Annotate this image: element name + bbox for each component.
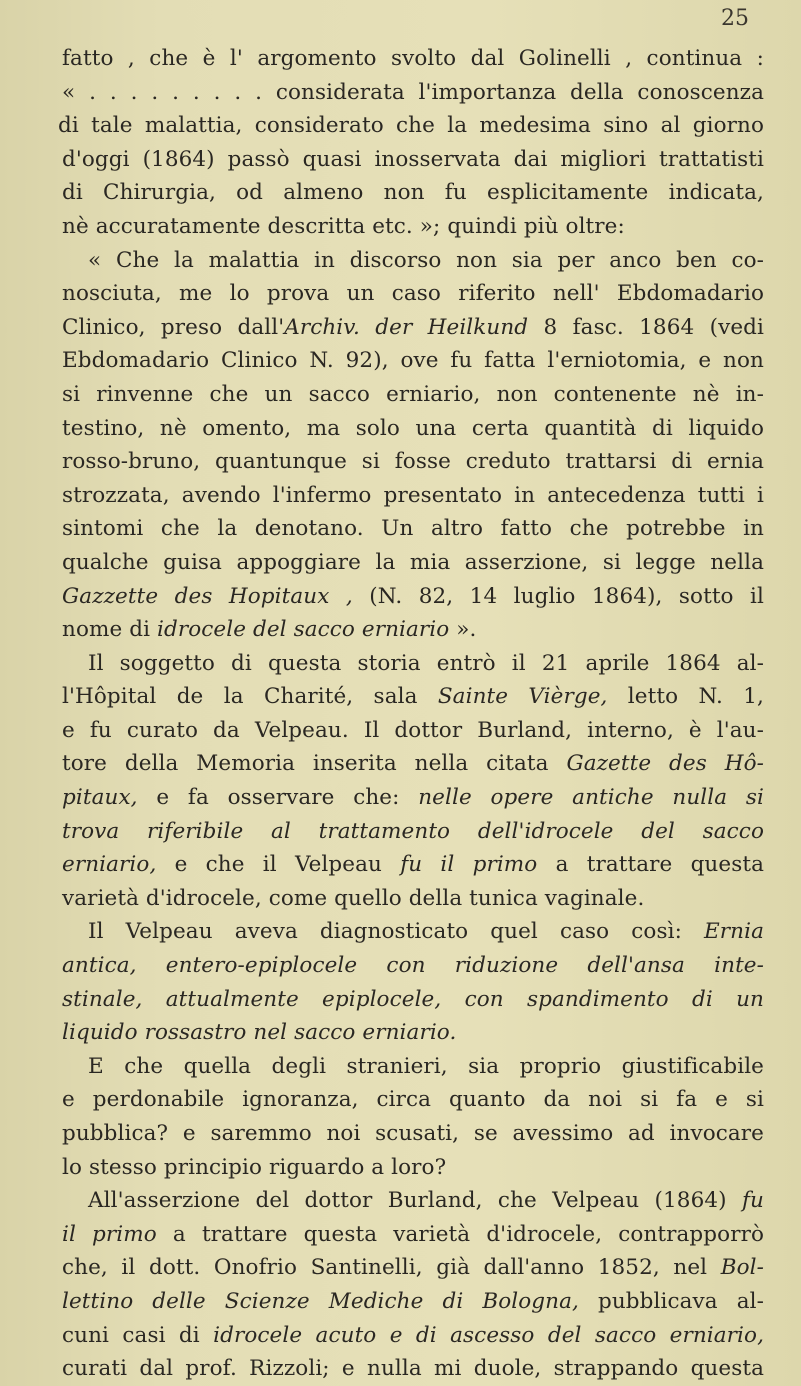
text-line (62, 277, 764, 311)
text-line (62, 244, 764, 278)
italic-text-span: fu (741, 1188, 764, 1214)
italic-text-span: il primo (62, 1221, 157, 1247)
text-span: nosciuta, me lo prova un caso riferito nell' Ebdomadario (62, 281, 764, 307)
text-line (62, 445, 764, 479)
text-line (62, 848, 764, 882)
text-line (62, 311, 764, 345)
text-span: a trattare questa varietà d'idrocele, contrapporrò (156, 1221, 764, 1247)
body-text (58, 42, 765, 1386)
italic-text-span: Ernia (703, 919, 764, 945)
text-span: sintomi che la denotano. Un altro fatto che potrebbe in (62, 516, 764, 542)
text-span: 8 fasc. 1864 (vedi (528, 314, 764, 340)
italic-text-span: fu il primo (400, 852, 538, 878)
text-line (62, 1083, 764, 1117)
text-line (62, 714, 764, 748)
text-line (62, 1050, 764, 1084)
italic-text-span: pitaux, (62, 785, 138, 811)
text-line (62, 546, 764, 580)
text-line (62, 76, 764, 110)
text-span: si rinvenne che un sacco erniario, non contenente nè in- (62, 381, 764, 407)
text-span: e che il Velpeau (156, 852, 401, 878)
text-line (62, 580, 764, 614)
text-span: cuni casi di (62, 1322, 214, 1348)
italic-text-span: Sainte Vièrge, (437, 684, 608, 710)
italic-text-span: lettino delle Scienze Mediche di Bologna, (62, 1288, 579, 1314)
text-line (62, 983, 764, 1017)
text-span: Il Velpeau aveva diagnosticato quel caso così: (88, 919, 704, 945)
page-number: 25 (721, 6, 749, 31)
text-line (62, 42, 764, 76)
text-span: e fu curato da Velpeau. Il dottor Burland, interno, è l'au- (62, 717, 764, 743)
text-line (62, 815, 764, 849)
text-line (62, 1319, 764, 1353)
text-span: che, il dott. Onofrio Santinelli, già dall'anno 1852, nel (62, 1255, 721, 1281)
text-line (62, 412, 764, 446)
text-line (62, 1352, 764, 1386)
text-span: strozzata, avendo l'infermo presentato in antecedenza tutti i (62, 482, 764, 508)
text-line (62, 1184, 764, 1218)
text-span: nè accuratamente descritta etc. »; quindi più oltre: (62, 213, 625, 239)
text-span: e fa osservare che: (137, 785, 419, 811)
text-line (62, 1117, 764, 1151)
text-line (62, 176, 764, 210)
text-line (62, 1251, 764, 1285)
italic-text-span: Bol- (720, 1255, 764, 1281)
text-span: curati dal prof. Rizzoli; e nulla mi duole, strappando questa (62, 1356, 764, 1382)
text-span: e perdonabile ignoranza, circa quanto da noi si fa e si (62, 1087, 764, 1113)
italic-text-span: idrocele acuto e di ascesso del sacco erniario, (213, 1322, 765, 1348)
text-span: « Che la malattia in discorso non sia per anco ben co- (88, 247, 764, 273)
text-line (62, 378, 764, 412)
text-line (62, 647, 764, 681)
text-line (62, 344, 764, 378)
text-line (62, 747, 764, 781)
text-span: pubblica? e saremmo noi scusati, se avessimo ad invocare (62, 1121, 764, 1146)
text-line (62, 210, 764, 244)
text-line (62, 949, 764, 983)
text-span: Clinico, preso dall' (62, 314, 285, 340)
italic-text-span: Archiv. der Heilkund (284, 314, 529, 340)
text-line (62, 143, 764, 177)
text-line (62, 781, 764, 815)
text-span: testino, nè omento, ma solo una certa quantità di liquido (62, 415, 764, 441)
text-span: d'oggi (1864) passò quasi inosservata dai migliori trattatisti (62, 146, 764, 172)
italic-text-span: Gazette des Hô- (566, 751, 764, 777)
italic-text-span: stinale, attualmente epiplocele, con spandimento di un (62, 986, 764, 1012)
text-span: di Chirurgia, od almeno non fu esplicitamente indicata, (62, 180, 764, 206)
text-span: « . . . . . . . . . considerata l'importanza della conoscenza (62, 79, 764, 105)
text-line (62, 1016, 764, 1050)
italic-text-span: trova riferibile al trattamento dell'idrocele del sacco (62, 818, 764, 844)
text-span: E che quella degli stranieri, sia proprio giustificabile (88, 1053, 764, 1079)
text-line (62, 613, 764, 647)
text-line (62, 479, 764, 513)
text-span: ». (449, 617, 477, 643)
text-line (62, 512, 764, 546)
text-span: a trattare questa (537, 852, 764, 878)
text-span: fatto , che è l' argomento svolto dal Golinelli , continua : (62, 46, 764, 71)
text-span: pubblicava al- (578, 1288, 764, 1314)
text-line (62, 1218, 764, 1252)
italic-text-span: idrocele del sacco erniario (157, 617, 450, 643)
text-line (62, 882, 764, 916)
text-span: letto N. 1, (607, 684, 764, 710)
italic-text-span: liquido rossastro nel sacco erniario. (62, 1020, 457, 1046)
text-line (62, 1151, 764, 1185)
text-span: lo stesso principio riguardo a loro? (62, 1154, 447, 1180)
text-span: l'Hôpital de la Charité, sala (62, 684, 438, 710)
text-line (62, 680, 764, 714)
italic-text-span: antica, entero-epiplocele con riduzione dell'ansa inte- (62, 953, 764, 979)
text-span: rosso-bruno, quantunque si fosse creduto trattarsi di ernia (62, 449, 764, 475)
text-span: varietà d'idrocele, come quello della tunica vaginale. (62, 885, 645, 911)
italic-text-span: Gazzette des Hopitaux , (62, 583, 353, 609)
text-line (62, 915, 764, 949)
text-span: tore della Memoria inserita nella citata (62, 751, 567, 777)
text-span: nome di (62, 617, 158, 643)
text-span: All'asserzione del dottor Burland, che Velpeau (1864) (88, 1188, 742, 1214)
text-span: Il soggetto di questa storia entrò il 21 aprile 1864 al- (88, 650, 764, 676)
italic-text-span: nelle opere antiche nulla si (418, 785, 764, 811)
text-line (58, 109, 764, 143)
text-span: (N. 82, 14 luglio 1864), sotto il (352, 583, 765, 609)
text-span: qualche guisa appoggiare la mia asserzione, si legge nella (62, 549, 764, 575)
italic-text-span: erniario, (62, 852, 157, 878)
text-span: Ebdomadario Clinico N. 92), ove fu fatta l'erniotomia, e non (62, 348, 764, 374)
text-span: di tale malattia, considerato che la medesima sino al giorno (58, 113, 764, 139)
text-line (62, 1285, 764, 1319)
